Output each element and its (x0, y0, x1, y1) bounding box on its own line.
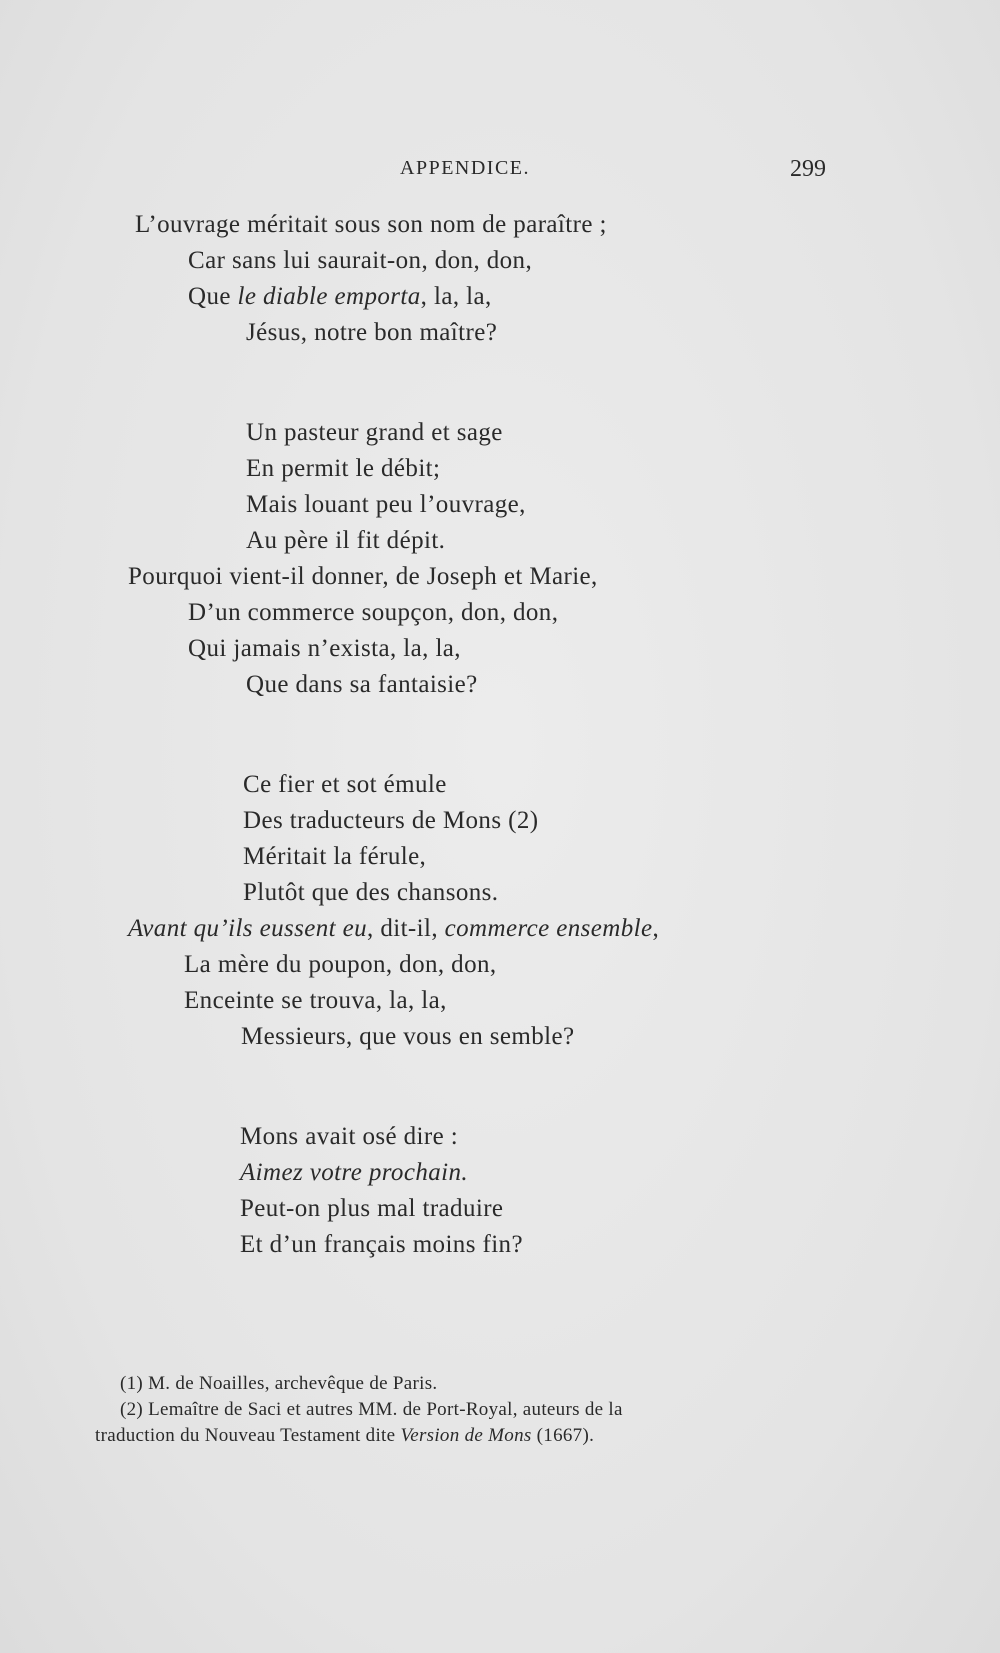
verse-line (246, 320, 497, 345)
text-run: Que dans sa fantaisie? (246, 671, 478, 698)
text-run: Car sans lui saurait-on, don, don, (188, 247, 533, 274)
footnote-line (120, 1374, 437, 1393)
text-run: D’un commerce soupçon, don, don, (188, 599, 559, 626)
text-run: L’ouvrage méritait sous son nom de paraître ; (135, 211, 607, 238)
italic-text: commerce ensemble (444, 915, 653, 942)
page-number: 299 (790, 156, 826, 182)
italic-text: Avant qu’ils eussent eu (128, 915, 368, 942)
text-run: Jésus, notre bon maître? (246, 319, 498, 346)
text-run: Méritait la férule, (243, 843, 427, 870)
text-run: Plutôt que des chansons. (243, 879, 499, 906)
verse-line (240, 1196, 503, 1221)
text-run: Qui jamais n’exista, la, la, (188, 635, 461, 662)
verse-line (246, 528, 445, 553)
verse-line (246, 456, 440, 481)
text-run: Et d’un français moins fin? (240, 1231, 523, 1258)
verse-line (184, 988, 447, 1013)
text-run: Un pasteur grand et sage (246, 419, 503, 446)
text-run: traduction du Nouveau Testament dite (95, 1425, 401, 1446)
verse-line (188, 284, 492, 309)
italic-text: Aimez votre prochain. (240, 1159, 469, 1186)
text-run: Messieurs, que vous en semble? (241, 1023, 575, 1050)
verse-line (128, 564, 598, 589)
text-run: Mais louant peu l’ouvrage, (246, 491, 526, 518)
text-run: Mons avait osé dire : (240, 1123, 459, 1150)
italic-text: Version de Mons (400, 1425, 532, 1446)
verse-line (240, 1232, 523, 1257)
verse-line (246, 492, 526, 517)
verse-line (241, 1024, 574, 1049)
text-run: En permit le débit; (246, 455, 441, 482)
verse-line (135, 212, 607, 237)
text-run: Des traducteurs de Mons (2) (243, 807, 539, 834)
verse-line (188, 248, 532, 273)
verse-line (246, 420, 503, 445)
text-run: (2) Lemaître de Saci et autres MM. de Port-Royal, auteurs de la (120, 1399, 623, 1420)
verse-line (128, 916, 659, 941)
text-run: Pourquoi vient-il donner, de Joseph et Marie, (128, 563, 598, 590)
verse-line (243, 844, 426, 869)
verse-line (243, 772, 447, 797)
verse-line (240, 1124, 458, 1149)
text-run: Que (188, 283, 238, 310)
italic-text: le diable emporta (237, 283, 421, 310)
verse-line (243, 880, 498, 905)
text-run: , dit-il, (367, 915, 445, 942)
footnote-line (120, 1400, 623, 1419)
verse-line (188, 636, 461, 661)
text-run: (1667). (531, 1425, 595, 1446)
text-run: (1) M. de Noailles, archevêque de Paris. (120, 1373, 438, 1394)
text-run: , la, la, (420, 283, 492, 310)
text-run: Peut-on plus mal traduire (240, 1195, 504, 1222)
footnote-line (95, 1426, 594, 1445)
verse-line (243, 808, 538, 833)
text-run: Au père il fit dépit. (246, 527, 446, 554)
verse-line (240, 1160, 468, 1185)
verse-line (246, 672, 478, 697)
text-run: La mère du poupon, don, don, (184, 951, 497, 978)
text-run: Ce fier et sot émule (243, 771, 447, 798)
verse-line (184, 952, 497, 977)
text-run: , (652, 915, 660, 942)
verse-line (188, 600, 558, 625)
text-run: Enceinte se trouva, la, la, (184, 987, 447, 1014)
running-header: APPENDICE. (400, 157, 531, 179)
